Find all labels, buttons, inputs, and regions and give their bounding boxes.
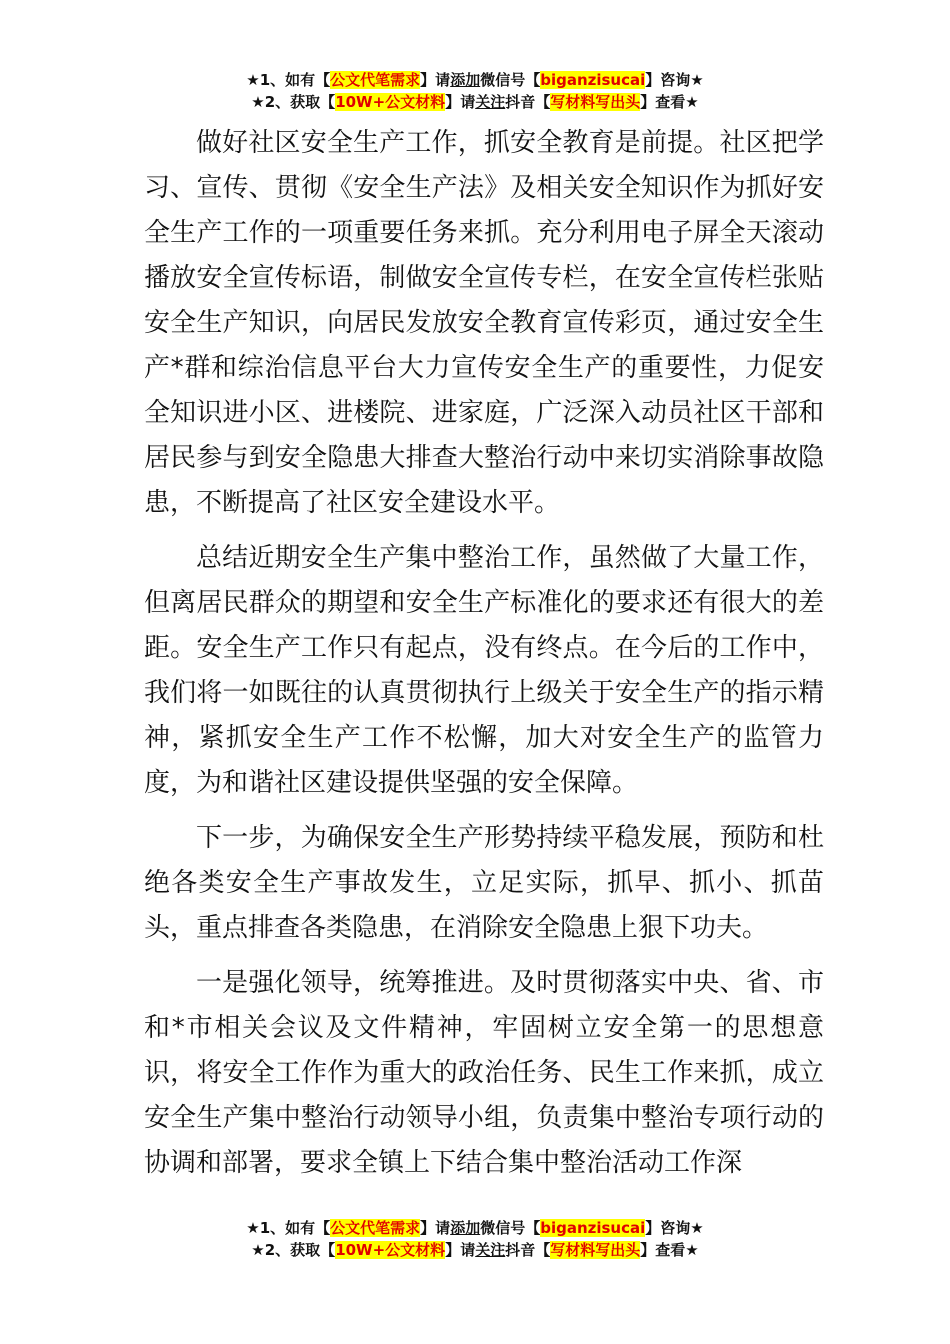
banner-text: ★2、获取【 bbox=[251, 1241, 336, 1259]
banner-text: 】请 bbox=[420, 1219, 451, 1237]
banner-line-2 bbox=[0, 91, 950, 113]
banner-text: 添加 bbox=[450, 1219, 481, 1237]
banner-text: ★1、如有【 bbox=[246, 1219, 331, 1237]
banner-highlight: biganzisucai bbox=[540, 1219, 646, 1237]
banner-text: 微信号【 bbox=[480, 1219, 541, 1237]
footer-banner bbox=[0, 1217, 950, 1261]
banner-text: 抖音【 bbox=[505, 93, 551, 111]
document-body bbox=[144, 121, 824, 1186]
banner-text: 】查看★ bbox=[640, 1241, 699, 1259]
paragraph: 做好社区安全生产工作，抓安全教育是前提。社区把学习、宣传、贯彻《安全生产法》及相关安全知识作为抓好安全生产工作的一项重要任务来抓。充分利用电子屏全天滚动播放安全宣传标语，制做安全宣传专栏，在安全宣传栏张贴安全生产知识，向居民发放安全教育宣传彩页，通过安全生产*群和综治信息平台大力宣传安全生产的重要性，力促安全知识进小区、进楼院、进家庭，广泛深入动员社区干部和居民参与到安全隐患大排查大整治行动中来切实消除事故隐患，不断提高了社区安全建设水平。 bbox=[144, 128, 824, 518]
banner-text: 】咨询★ bbox=[645, 71, 704, 89]
paragraph: 下一步，为确保安全生产形势持续平稳发展，预防和杜绝各类安全生产事故发生，立足实际，抓早、抓小、抓苗头，重点排查各类隐患，在消除安全隐患上狠下功夫。 bbox=[144, 823, 824, 943]
paragraph: 一是强化领导，统筹推进。及时贯彻落实中央、省、市和*市相关会议及文件精神，牢固树立安全第一的思想意识，将安全工作作为重大的政治任务、民生工作来抓，成立安全生产集中整治行动领导小组，负责集中整治专项行动的协调和部署，要求全镇上下结合集中整治活动工作深 bbox=[144, 968, 824, 1178]
banner-line-1 bbox=[0, 1217, 950, 1239]
banner-text: 】咨询★ bbox=[645, 1219, 704, 1237]
banner-highlight: biganzisucai bbox=[540, 71, 646, 89]
banner-text: 】请 bbox=[445, 93, 476, 111]
banner-highlight: 10W+公文材料 bbox=[335, 93, 446, 111]
banner-text: 关注 bbox=[475, 1241, 506, 1259]
banner-text: 抖音【 bbox=[505, 1241, 551, 1259]
banner-text: ★1、如有【 bbox=[246, 71, 331, 89]
banner-line-2 bbox=[0, 1239, 950, 1261]
banner-text: 关注 bbox=[475, 93, 506, 111]
banner-text: 微信号【 bbox=[480, 71, 541, 89]
banner-highlight: 10W+公文材料 bbox=[335, 1241, 446, 1259]
banner-highlight: 写材料写出头 bbox=[550, 1241, 641, 1259]
banner-text: 添加 bbox=[450, 71, 481, 89]
banner-highlight: 公文代笔需求 bbox=[330, 1219, 421, 1237]
banner-highlight: 公文代笔需求 bbox=[330, 71, 421, 89]
banner-text: 】查看★ bbox=[640, 93, 699, 111]
header-banner bbox=[0, 69, 950, 113]
banner-text: ★2、获取【 bbox=[251, 93, 336, 111]
banner-text: 】请 bbox=[445, 1241, 476, 1259]
banner-highlight: 写材料写出头 bbox=[550, 93, 641, 111]
paragraph: 总结近期安全生产集中整治工作，虽然做了大量工作，但离居民群众的期望和安全生产标准化的要求还有很大的差距。安全生产工作只有起点，没有终点。在今后的工作中，我们将一如既往的认真贯彻执行上级关于安全生产的指示精神，紧抓安全生产工作不松懈，加大对安全生产的监管力度，为和谐社区建设提供坚强的安全保障。 bbox=[144, 543, 824, 798]
banner-text: 】请 bbox=[420, 71, 451, 89]
banner-line-1 bbox=[0, 69, 950, 91]
